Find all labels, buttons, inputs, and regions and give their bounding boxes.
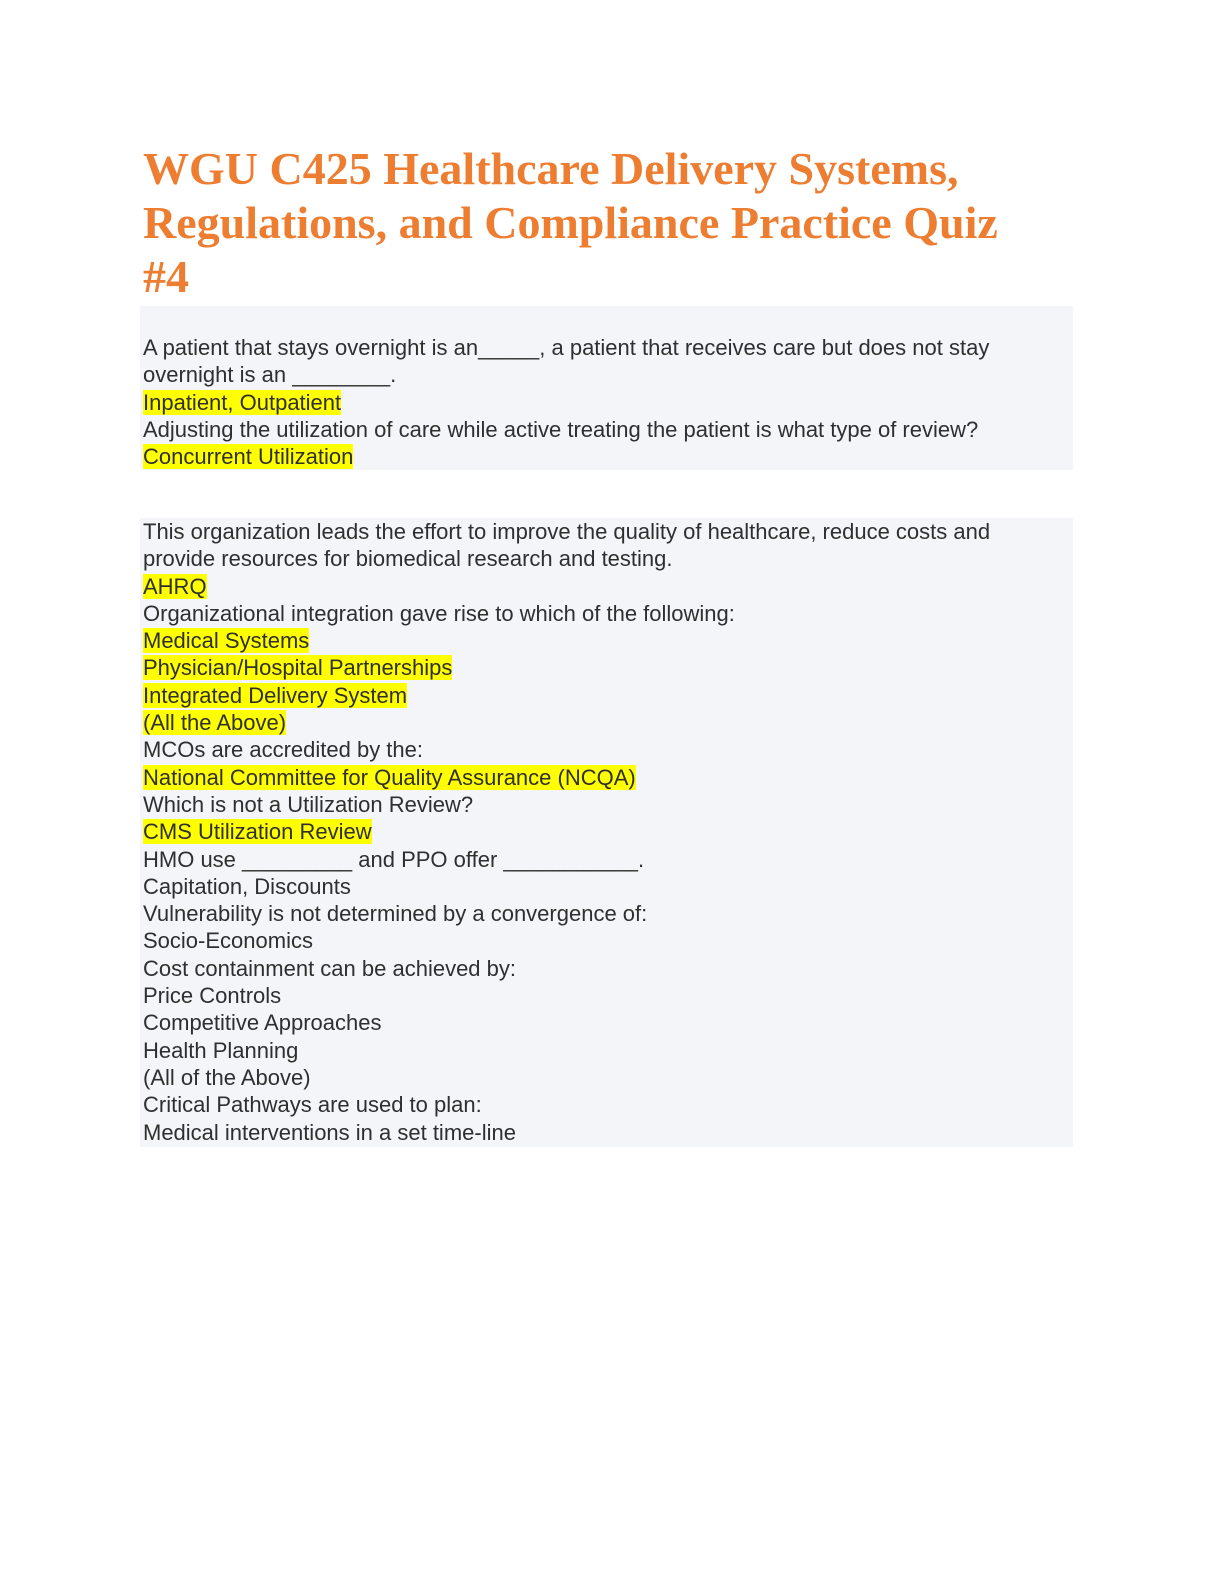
answer-line: AHRQ <box>143 573 207 599</box>
title-line-3: #4 <box>143 251 189 302</box>
answer-line: Physician/Hospital Partnerships <box>143 655 453 681</box>
quiz-block-1 <box>140 306 1073 470</box>
answer-line: (All the Above) <box>143 710 287 736</box>
question-line: Adjusting the utilization of care while active treating the patient is what type of review? <box>143 416 979 442</box>
document-title <box>143 142 1093 304</box>
answer-line: National Committee for Quality Assurance (NCQA) <box>143 764 636 790</box>
question-line: overnight is an ________. <box>143 362 397 388</box>
question-line: Organizational integration gave rise to which of the following: <box>143 600 735 626</box>
answer-line: Price Controls <box>143 983 282 1009</box>
question-line: This organization leads the effort to improve the quality of healthcare, reduce costs and <box>143 519 991 544</box>
title-line-2: Regulations, and Compliance Practice Quiz <box>143 197 998 248</box>
question-line: Cost containment can be achieved by: <box>143 955 517 981</box>
answer-line: CMS Utilization Review <box>143 819 372 845</box>
answer-line: Health Planning <box>143 1037 299 1063</box>
quiz-block-2 <box>140 518 1073 1147</box>
answer-line: Socio-Economics <box>143 928 313 954</box>
question-line: Which is not a Utilization Review? <box>143 791 474 817</box>
answer-line: Concurrent Utilization <box>143 444 354 470</box>
answer-line: Capitation, Discounts <box>143 873 351 899</box>
answer-line: Medical Systems <box>143 628 310 654</box>
question-line: Vulnerability is not determined by a convergence of: <box>143 901 648 927</box>
question-line: Critical Pathways are used to plan: <box>143 1092 482 1118</box>
answer-line: Medical interventions in a set time-line <box>143 1119 516 1145</box>
answer-line: (All of the Above) <box>143 1064 311 1090</box>
question-line: provide resources for biomedical research and testing. <box>143 546 673 572</box>
answer-line: Competitive Approaches <box>143 1010 382 1036</box>
question-line: MCOs are accredited by the: <box>143 737 424 763</box>
question-line: HMO use _________ and PPO offer ___________. <box>143 846 645 872</box>
title-line-1: WGU C425 Healthcare Delivery Systems, <box>143 143 959 194</box>
question-line: A patient that stays overnight is an_____, a patient that receives care but does not stay <box>143 335 990 360</box>
answer-line: Inpatient, Outpatient <box>143 389 342 415</box>
answer-line: Integrated Delivery System <box>143 682 408 708</box>
